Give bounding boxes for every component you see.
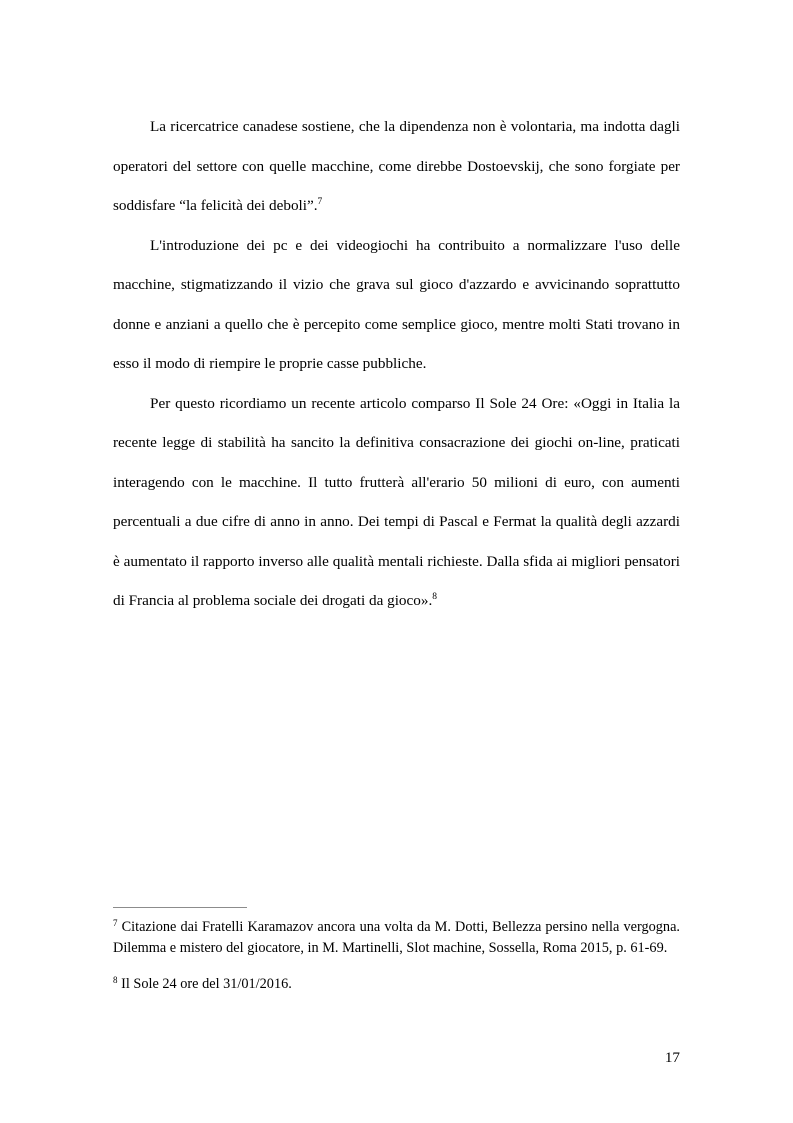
footnote-number: 8 xyxy=(113,974,118,985)
footnote-reference: 7 xyxy=(317,197,323,207)
paragraph-text: Per questo ricordiamo un recente articolo comparso Il Sole 24 Ore: «Oggi in Italia la recente legge di stabilità ha sancito la definitiva consacrazione dei giochi on-line, praticati interagendo con le macchine. Il tutto frutterà all'erario 50 milioni di euro, con aumenti percentuali a due cifre di anno in anno. Dei tempi di Pascal e Fermat la qualità degli azzardi è aumentato il rapporto inverso alle qualità mentali richieste. Dalla sfida ai migliori pensatori di Francia al problema sociale dei drogati da gioco». xyxy=(113,394,680,609)
paragraph xyxy=(113,384,680,621)
paragraph-text: La ricercatrice canadese sostiene, che la dipendenza non è volontaria, ma indotta dagli operatori del settore con quelle macchine, come direbbe Dostoevskij, che sono forgiate per soddisfare “la felicità dei deboli”. xyxy=(113,118,680,214)
footnote-separator xyxy=(113,907,247,908)
footnote-text: Citazione dai Fratelli Karamazov ancora una volta da M. Dotti, Bellezza persino nella vergogna. Dilemma e mistero del giocatore, in M. Martinelli, Slot machine, Sossella, Roma 2015, p. 61-69. xyxy=(113,919,680,956)
body-text xyxy=(113,107,680,621)
footnote-reference: 8 xyxy=(432,592,437,602)
footnote xyxy=(113,974,680,995)
page-number: 17 xyxy=(664,1049,680,1066)
paragraph-text: L'introduzione dei pc e dei videogiochi ha contribuito a normalizzare l'uso delle macchine, stigmatizzando il vizio che grava sul gioco d'azzardo e avvicinando soprattutto donne e anziani a quello che è percepito come semplice gioco, mentre molti Stati trovano in esso il modo di riempire le proprie casse pubbliche. xyxy=(113,236,680,372)
footnote-text: Il Sole 24 ore del 31/01/2016. xyxy=(117,975,292,992)
footnote xyxy=(113,917,680,959)
paragraph xyxy=(113,226,680,384)
paragraph xyxy=(113,107,680,226)
footnote-number: 7 xyxy=(113,918,118,928)
footnotes xyxy=(113,917,680,1009)
